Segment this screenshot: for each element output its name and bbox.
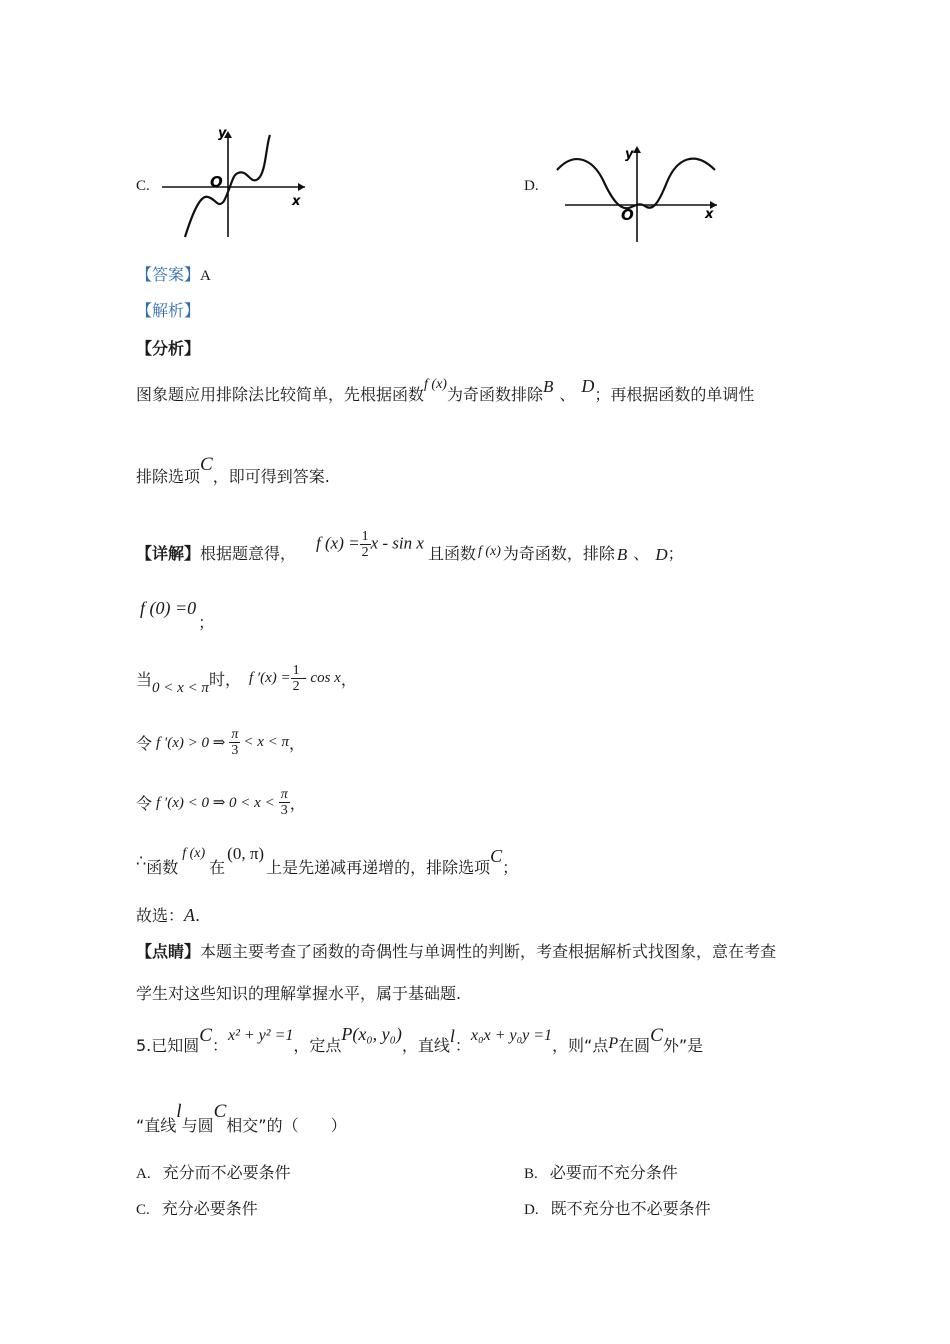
xiangjie-semi: ； (667, 543, 684, 563)
q5-P2: P (608, 1035, 619, 1052)
choice-b[interactable] (524, 1160, 678, 1183)
choice-a-label: A. (136, 1166, 151, 1182)
fenxi-text-b: 为奇函数排除 (446, 385, 543, 404)
pi-num-1: π (231, 726, 239, 742)
fenxi-line2 (136, 454, 330, 488)
f-rhs: x - sin x (370, 532, 424, 552)
x-label-c: x (292, 194, 301, 209)
q5-circle: x² + y² =1 (227, 1027, 294, 1044)
dianjing-line1 (136, 939, 776, 962)
curve-d (557, 159, 715, 209)
when-comma: ， (340, 669, 357, 689)
q5-yuyuan: 与圆 (181, 1115, 214, 1135)
ling2-line (136, 782, 306, 822)
q5-line1 (136, 1018, 703, 1058)
choice-c-text: 充分必要条件 (161, 1199, 258, 1218)
choice-b-text: 必要而不充分条件 (549, 1163, 678, 1182)
choice-a[interactable] (136, 1160, 291, 1183)
xiangjie-mid: 且函数 (427, 543, 476, 563)
origin-label-c: O (210, 173, 223, 191)
when-shi: 时， (208, 669, 241, 689)
choice-d-label: D. (524, 1202, 539, 1218)
xiangjie-line (136, 528, 684, 572)
dianjing-line2: 学生对这些知识的理解掌握水平，属于基础题. (136, 984, 462, 1003)
ling1-ling: 令 (136, 733, 153, 753)
fraction-pi3-2 (279, 787, 290, 818)
therefore-tail: 上是先递减再递增的，排除选项 (266, 857, 491, 877)
therefore-symbol: ∴ (136, 850, 147, 870)
ling2-expr: f ′(x) < 0 ⇒ 0 < x < (156, 794, 275, 811)
choice-d[interactable] (524, 1196, 711, 1219)
fenxi-text-d: 排除选项 (136, 467, 201, 486)
fraction-pi3-1 (229, 727, 240, 758)
when-derivative (249, 663, 341, 694)
ling1-line (136, 722, 305, 762)
graph-option-d (555, 140, 725, 245)
fenxi-tag: 【分析】 (136, 339, 201, 358)
q5-C: C (199, 1025, 212, 1046)
y-axis-arrow (633, 146, 641, 153)
ling2-comma: ， (289, 793, 306, 813)
y-label-c: y (218, 126, 227, 141)
q5-l: l (449, 1025, 455, 1046)
q5-C3: C (213, 1101, 227, 1122)
option-c-label: C. (136, 178, 150, 194)
pi-den-2: 3 (280, 802, 288, 818)
choice-c[interactable] (136, 1196, 258, 1219)
q5-l2: l (176, 1101, 182, 1122)
y-label-d: y (625, 147, 634, 162)
q5-zhixian: ，直线 (401, 1035, 450, 1055)
fenxi-text-e: ，即可得到答案. (212, 467, 330, 486)
d-lhs: f ′(x) = (248, 669, 291, 686)
q5-xiangjiao: 相交”的（ ） (226, 1115, 347, 1135)
guxuan-dot: . (195, 906, 201, 925)
f-lhs: f (x) = (316, 532, 360, 552)
q5-num: 5.已知圆 (136, 1035, 200, 1055)
choice-d-text: 既不充分也不必要条件 (550, 1199, 711, 1218)
fenxi-B: B (542, 377, 554, 396)
fenxi-fx: f (x) (424, 377, 447, 392)
therefore-C: C (490, 845, 503, 866)
option-d-label: D. (524, 178, 539, 194)
xiangjie-odd: 为奇函数，排除 (502, 543, 615, 563)
q5-dingdian: ，定点 (293, 1035, 342, 1055)
pi-den-1: 3 (231, 742, 239, 758)
frac-den: 2 (361, 544, 369, 560)
fraction-half-2 (291, 663, 302, 694)
therefore-hanshu: 函数 (146, 857, 179, 877)
frac-num-2: 1 (292, 662, 300, 678)
q5-line-eq: x₀x + y₀y =1 (470, 1027, 553, 1044)
q5-colon2: ： (454, 1035, 471, 1055)
x-axis-arrow (298, 183, 305, 191)
choice-a-text: 充分而不必要条件 (162, 1163, 291, 1182)
q5-line2-a: “直线 (136, 1115, 177, 1135)
f0-expr: f (0) =0 (140, 598, 197, 618)
q5-ze: ，则“点 (552, 1035, 609, 1055)
analysis-tag: 【解析】 (136, 301, 201, 320)
fenxi-text-a: 图象题应用排除法比较简单，先根据函数 (136, 385, 425, 404)
guxuan-text: 故选： (136, 906, 185, 925)
therefore-interval: (0, π) (227, 844, 265, 863)
d-rhs: - cos x (301, 669, 341, 686)
xiangjie-fx: f (x) (477, 544, 501, 559)
ling1-expr: f ′(x) > 0 ⇒ (156, 734, 226, 751)
graph-option-c (160, 125, 310, 240)
f0-semi: ； (198, 613, 215, 632)
x-label-d: x (705, 207, 714, 222)
therefore-fx: f (x) (182, 846, 206, 861)
answer-line (136, 262, 211, 285)
ling1-comma: ， (289, 733, 306, 753)
fraction-half (360, 529, 371, 560)
frac-num: 1 (361, 528, 369, 544)
q5-line2 (136, 1098, 347, 1138)
q5-wai: 外”是 (662, 1035, 704, 1055)
answer-tag: 【答案】 (136, 265, 201, 284)
dianjing-tag: 【点睛】 (136, 942, 201, 961)
pi-num-2: π (280, 786, 288, 802)
fenxi-D: D (581, 376, 595, 396)
when-line (136, 664, 357, 704)
q5-zaiyuan: 在圆 (618, 1035, 651, 1055)
when-range: 0 < x < π (152, 679, 209, 696)
choice-c-label: C. (136, 1202, 150, 1218)
q5-C2: C (650, 1025, 663, 1046)
therefore-line (136, 842, 518, 882)
fenxi-sep: 、 (559, 385, 576, 404)
fenxi-text-c: ；再根据函数的单调性 (594, 385, 755, 404)
frac-den-2: 2 (292, 678, 300, 694)
fenxi-C: C (200, 454, 213, 475)
fenxi-line1 (136, 376, 755, 405)
answer-value: A (200, 268, 211, 284)
q5-colon: ： (211, 1035, 228, 1055)
dianjing-text1: 本题主要考查了函数的奇偶性与单调性的判断，考查根据解析式找图象，意在考查 (200, 942, 777, 961)
xiangjie-D: D (655, 545, 668, 564)
when-dang: 当 (136, 669, 153, 689)
f0-line (140, 596, 215, 632)
origin-label-d: O (621, 206, 634, 224)
xiangjie-B: B (616, 545, 628, 564)
ling1-tail: < x < π (243, 733, 289, 750)
therefore-zai: 在 (209, 857, 226, 877)
ling2-ling: 令 (136, 793, 153, 813)
xiangjie-sep: 、 (633, 543, 650, 563)
xiangjie-intro: 根据题意得， (200, 543, 297, 563)
therefore-semi: ； (502, 857, 519, 877)
guxuan-val: A (184, 905, 196, 925)
xiangjie-formula (316, 529, 424, 560)
q5-P: P(x₀, y₀) (341, 1023, 402, 1044)
xiangjie-tag: 【详解】 (136, 543, 201, 563)
choice-b-label: B. (524, 1166, 538, 1182)
guxuan-line (136, 903, 200, 926)
